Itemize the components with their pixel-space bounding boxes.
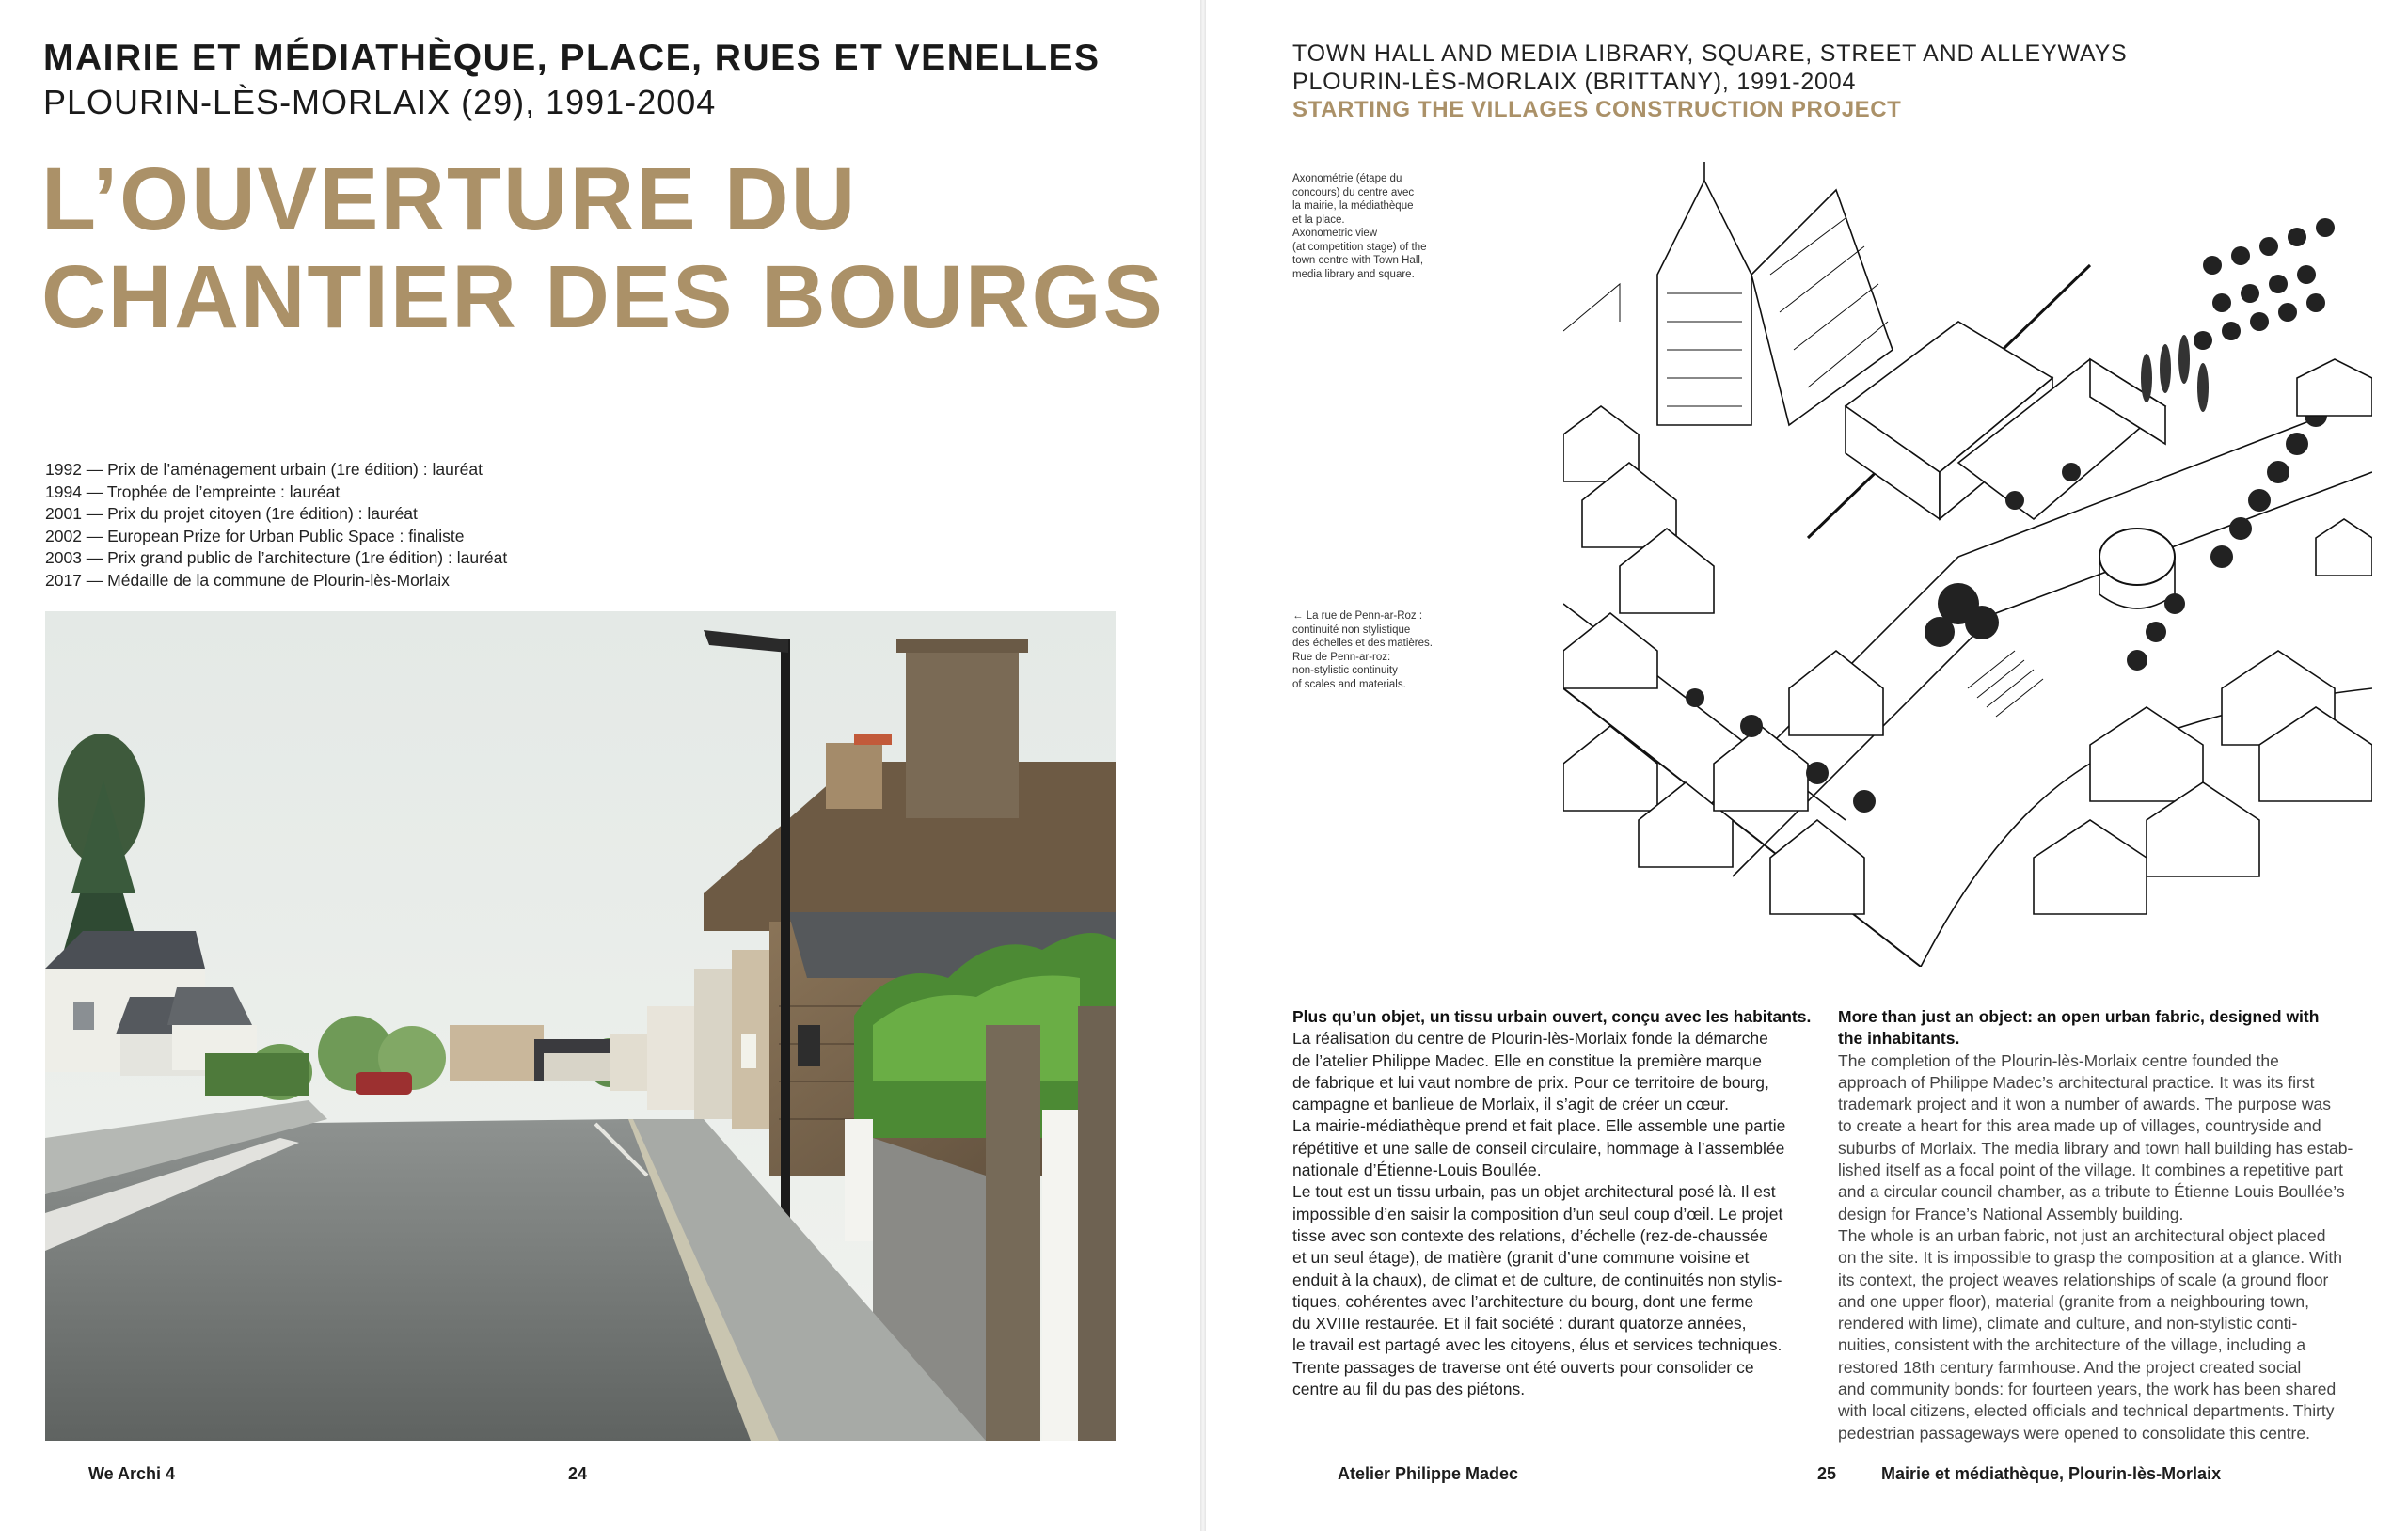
folio-label: Atelier Philippe Madec xyxy=(1338,1464,1519,1483)
body-line: trademark project and it won a number of awards. The purpose was xyxy=(1838,1095,2331,1114)
caption-line: Rue de Penn-ar-roz: xyxy=(1292,651,1391,663)
body-lead-en: the inhabitants. xyxy=(1838,1029,1960,1049)
caption-line: non-stylistic continuity xyxy=(1292,665,1398,676)
awards-list xyxy=(45,459,507,592)
body-line: The completion of the Plourin-lès-Morlaix centre founded the xyxy=(1838,1050,2279,1070)
axonometry-caption xyxy=(1292,172,1427,281)
left-page xyxy=(0,0,1200,1531)
caption-line: (at competition stage) of the xyxy=(1292,241,1427,253)
page-number: 24 xyxy=(568,1464,588,1483)
caption-line: media library and square. xyxy=(1292,268,1415,280)
body-line: restored 18th century farmhouse. And the project created social xyxy=(1838,1357,2302,1377)
street-photo xyxy=(45,611,1116,1441)
body-line: campagne et banlieue de Morlaix, il s’agit de créer un cœur. xyxy=(1292,1095,1729,1114)
body-line: its context, the project weaves relationships of scale (a ground floor xyxy=(1838,1270,2329,1289)
caption-line: Axonometric view xyxy=(1292,228,1378,239)
chapter-title xyxy=(41,150,1170,346)
body-line: nuities, consistent with the architecture of the village, including a xyxy=(1838,1335,2306,1355)
body-line: du XVIIIe restaurée. Et il fait société : durant quatorze années, xyxy=(1292,1314,1747,1334)
body-line: La mairie-médiathèque prend et fait place. Elle assemble une partie xyxy=(1292,1116,1786,1136)
body-lead-en: More than just an object: an open urban fabric, designed with xyxy=(1838,1007,2320,1026)
project-kicker-en: TOWN HALL AND MEDIA LIBRARY, SQUARE, STREET AND ALLEYWAYS xyxy=(1292,40,2128,67)
body-line: The whole is an urban fabric, not just an architectural object placed xyxy=(1838,1225,2326,1245)
chapter-title-line: L’OUVERTURE DU xyxy=(41,150,858,249)
award-item: 2003 — Prix grand public de l’architecture (1re édition) : lauréat xyxy=(45,548,508,567)
body-line: nationale d’Étienne-Louis Boullée. xyxy=(1292,1160,1542,1180)
caption-line: la mairie, la médiathèque xyxy=(1292,200,1414,212)
axonometric-drawing xyxy=(1563,162,2372,967)
body-line: le travail est partagé avec les citoyens, élus et services techniques. xyxy=(1292,1335,1782,1355)
body-line: centre au fil du pas des piétons. xyxy=(1292,1380,1526,1399)
body-line: suburbs of Morlaix. The media library and town hall building has estab- xyxy=(1838,1138,2353,1158)
body-line: design for France’s National Assembly building. xyxy=(1838,1204,2184,1223)
body-line: La réalisation du centre de Plourin-lès-Morlaix fonde la démarche xyxy=(1292,1029,1768,1049)
page-number: 25 xyxy=(1817,1464,1837,1483)
caption-line: of scales and materials. xyxy=(1292,678,1406,690)
running-title: Mairie et médiathèque, Plourin-lès-Morlaix xyxy=(1881,1464,2222,1483)
body-line: and community bonds: for fourteen years, the work has been shared xyxy=(1838,1380,2337,1399)
project-kicker-fr: MAIRIE ET MÉDIATHÈQUE, PLACE, RUES ET VENELLES xyxy=(43,38,1101,78)
body-line: tisse avec son contexte des relations, d’échelle (rez-de-chaussée xyxy=(1292,1225,1768,1245)
caption-line: Axonométrie (étape du xyxy=(1292,173,1402,184)
caption-line: et la place. xyxy=(1292,213,1345,226)
award-item: 1994 — Trophée de l’empreinte : lauréat xyxy=(45,481,341,501)
body-line: with local citizens, elected officials and technical departments. Thirty xyxy=(1838,1401,2335,1421)
body-line: Trente passages de traverse ont été ouverts pour consolider ce xyxy=(1292,1357,1754,1377)
caption-line: ← La rue de Penn-ar-Roz : xyxy=(1292,610,1423,622)
folio-label: We Archi 4 xyxy=(88,1464,176,1483)
body-text-fr xyxy=(1292,1006,1812,1400)
award-item: 1992 — Prix de l’aménagement urbain (1re édition) : lauréat xyxy=(45,460,483,479)
award-item: 2002 — European Prize for Urban Public Space : finaliste xyxy=(45,526,465,545)
body-text-en xyxy=(1838,1006,2365,1444)
award-item: 2001 — Prix du projet citoyen (1re édition) : lauréat xyxy=(45,504,418,523)
body-line: et un seul étage), de matière (granit d’une commune voisine et xyxy=(1292,1248,1750,1268)
body-line: and a circular council chamber, as a tribute to Étienne Louis Boullée’s xyxy=(1838,1182,2345,1202)
body-line: pedestrian passageways were opened to consolidate this centre. xyxy=(1838,1423,2310,1443)
body-line: de l’atelier Philippe Madec. Elle en constitue la première marque xyxy=(1292,1050,1763,1070)
project-subtitle-en: PLOURIN-LÈS-MORLAIX (BRITTANY), 1991-2004 xyxy=(1292,69,1857,95)
project-subtitle-fr: PLOURIN-LÈS-MORLAIX (29), 1991-2004 xyxy=(43,83,717,121)
right-page xyxy=(1206,0,2408,1531)
body-line: to create a heart for this area made up of villages, countryside and xyxy=(1838,1116,2321,1136)
caption-line: continuité non stylistique xyxy=(1292,623,1411,636)
body-line: lished itself as a focal point of the village. It combines a repetitive part xyxy=(1838,1160,2343,1180)
body-line: rendered with lime), climate and culture, and non-stylistic conti- xyxy=(1838,1314,2298,1334)
body-line: impossible d’en saisir la composition d’un seul coup d’œil. Le projet xyxy=(1292,1204,1783,1223)
body-line: Le tout est un tissu urbain, pas un objet architectural posé là. Il est xyxy=(1292,1182,1776,1202)
body-line: on the site. It is impossible to grasp the composition at a glance. With xyxy=(1838,1248,2342,1268)
body-line: approach of Philippe Madec’s architectural practice. It was its first xyxy=(1838,1072,2315,1092)
chapter-title-line: CHANTIER DES BOURGS xyxy=(41,247,1164,347)
chapter-title-en: STARTING THE VILLAGES CONSTRUCTION PROJECT xyxy=(1292,97,1902,122)
street-photo-caption xyxy=(1292,609,1433,691)
body-line: tiques, cohérentes avec l’architecture du bourg, dont une ferme xyxy=(1292,1291,1754,1311)
body-line: répétitive et une salle de conseil circulaire, hommage à l’assemblée xyxy=(1292,1138,1785,1158)
award-item: 2017 — Médaille de la commune de Plourin-lès-Morlaix xyxy=(45,570,450,590)
body-line: and one upper floor), material (granite from a neighbouring town, xyxy=(1838,1291,2309,1311)
body-line: de fabrique et lui vaut nombre de prix. Pour ce territoire de bourg, xyxy=(1292,1072,1769,1092)
caption-line: town centre with Town Hall, xyxy=(1292,255,1424,266)
body-lead-fr: Plus qu’un objet, un tissu urbain ouvert, conçu avec les habitants. xyxy=(1292,1007,1812,1026)
caption-line: concours) du centre avec xyxy=(1292,186,1415,198)
caption-line: des échelles et des matières. xyxy=(1292,638,1433,649)
body-line: enduit à la chaux), de climat et de culture, de continuités non stylis- xyxy=(1292,1270,1782,1289)
